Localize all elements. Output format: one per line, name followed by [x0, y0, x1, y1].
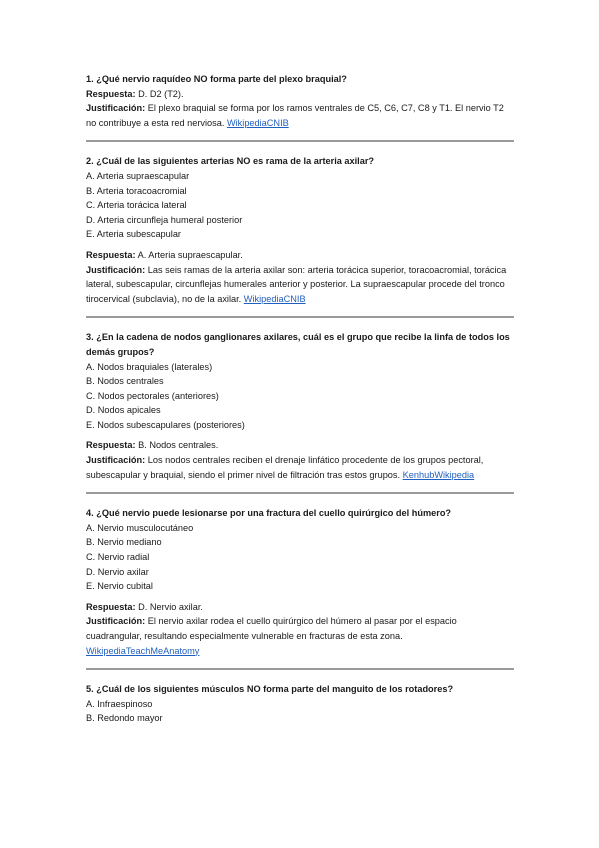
justification [86, 263, 514, 307]
source-link[interactable]: WikipediaCNIB [243, 293, 306, 304]
answer-label: Respuesta: [86, 601, 136, 612]
question-title [86, 72, 514, 87]
option-c: C. Nodos pectorales (anteriores) [86, 390, 219, 401]
question-title [86, 506, 514, 521]
justification-text: Los nodos centrales reciben el drenaje linfático procedente de los grupos pectoral, subescapular y braquial, siendo el primer nivel de filtración tras estos grupos. [86, 455, 484, 480]
answer-line [86, 600, 514, 615]
justification-text: El nervio axilar rodea el cuello quirúrgico del húmero al pasar por el espacio cuadrangular, resultando especialmente vulnerable en fracturas de esta zona. [86, 616, 457, 641]
option-a: A. Nodos braquiales (laterales) [86, 361, 213, 372]
question-text: ¿Qué nervio raquídeo NO forma parte del plexo braquial? [96, 74, 347, 84]
question-title [86, 682, 514, 697]
question-text: ¿Cuál de los siguientes músculos NO forma parte del manguito de los rotadores? [96, 684, 454, 695]
option-b: B. Nodos centrales [86, 376, 164, 387]
separator [86, 492, 514, 494]
justification-text: El plexo braquial se forma por los ramos ventrales de C5, C6, C7, C8 y T1. El nervio T2 no contribuye a esta red nerviosa. [86, 103, 504, 128]
option-d: D. Nodos apicales [86, 405, 161, 416]
option-e: E. Arteria subescapular [86, 229, 181, 240]
option-a: A. Arteria supraescapular [86, 170, 190, 181]
justification-label: Justificación: [86, 455, 146, 466]
option-b: B. Redondo mayor [86, 713, 163, 724]
justification-text: Las seis ramas de la arteria axilar son: arteria torácica superior, toracoacromial, torácica lateral, subescapular, circunflejas humerales anterior y posterior. La supraescapular procede del tronco tirocervical (subclavia), no de la axilar. [86, 264, 507, 304]
answer-line [86, 248, 514, 263]
question-5 [86, 682, 514, 726]
answer-label: Respuesta: [86, 440, 136, 451]
question-title [86, 154, 514, 169]
justification-label: Justificación: [86, 616, 146, 627]
separator [86, 668, 514, 670]
answer-text: A. Arteria supraescapular. [137, 249, 243, 260]
answer-line [86, 87, 514, 102]
question-number: 2. [86, 156, 94, 167]
option-d: D. Arteria circunfleja humeral posterior [86, 214, 243, 225]
option-a: A. Infraespinoso [86, 698, 153, 709]
justification-label: Justificación: [86, 103, 146, 114]
question-4 [86, 506, 514, 658]
separator [86, 140, 514, 142]
answer-label: Respuesta: [86, 88, 136, 99]
question-3 [86, 330, 514, 482]
quiz-content [86, 72, 514, 726]
question-text: ¿Qué nervio puede lesionarse por una fractura del cuello quirúrgico del húmero? [96, 508, 452, 519]
option-b: B. Nervio mediano [86, 537, 162, 548]
justification [86, 453, 514, 482]
answer-text: D. D2 (T2). [138, 88, 184, 99]
question-text: ¿En la cadena de nodos ganglionares axilares, cuál es el grupo que recibe la linfa de todos los demás grupos? [86, 332, 510, 357]
question-title [86, 330, 514, 359]
justification [86, 614, 514, 658]
option-d: D. Nervio axilar [86, 566, 149, 577]
option-e: E. Nervio cubital [86, 581, 153, 592]
option-e: E. Nodos subescapulares (posteriores) [86, 419, 245, 430]
question-number: 3. [86, 332, 94, 343]
question-number: 1. [86, 74, 94, 84]
answer-text: B. Nodos centrales. [138, 440, 219, 451]
source-link[interactable]: WikipediaCNIB [226, 117, 289, 128]
question-number: 5. [86, 684, 94, 695]
answer-line [86, 438, 514, 453]
justification-label: Justificación: [86, 264, 146, 275]
separator [86, 316, 514, 318]
question-number: 4. [86, 508, 94, 519]
option-c: C. Arteria torácica lateral [86, 200, 187, 211]
question-1 [86, 72, 514, 130]
option-a: A. Nervio musculocutáneo [86, 522, 194, 533]
answer-text: D. Nervio axilar. [138, 601, 203, 612]
question-2 [86, 154, 514, 306]
justification [86, 101, 514, 130]
option-c: C. Nervio radial [86, 552, 150, 563]
answer-label: Respuesta: [86, 249, 136, 260]
question-text: ¿Cuál de las siguientes arterias NO es rama de la arteria axilar? [96, 156, 375, 167]
option-b: B. Arteria toracoacromial [86, 185, 187, 196]
source-link[interactable]: KenhubWikipedia [402, 469, 475, 480]
source-link[interactable]: WikipediaTeachMeAnatomy [86, 645, 200, 656]
